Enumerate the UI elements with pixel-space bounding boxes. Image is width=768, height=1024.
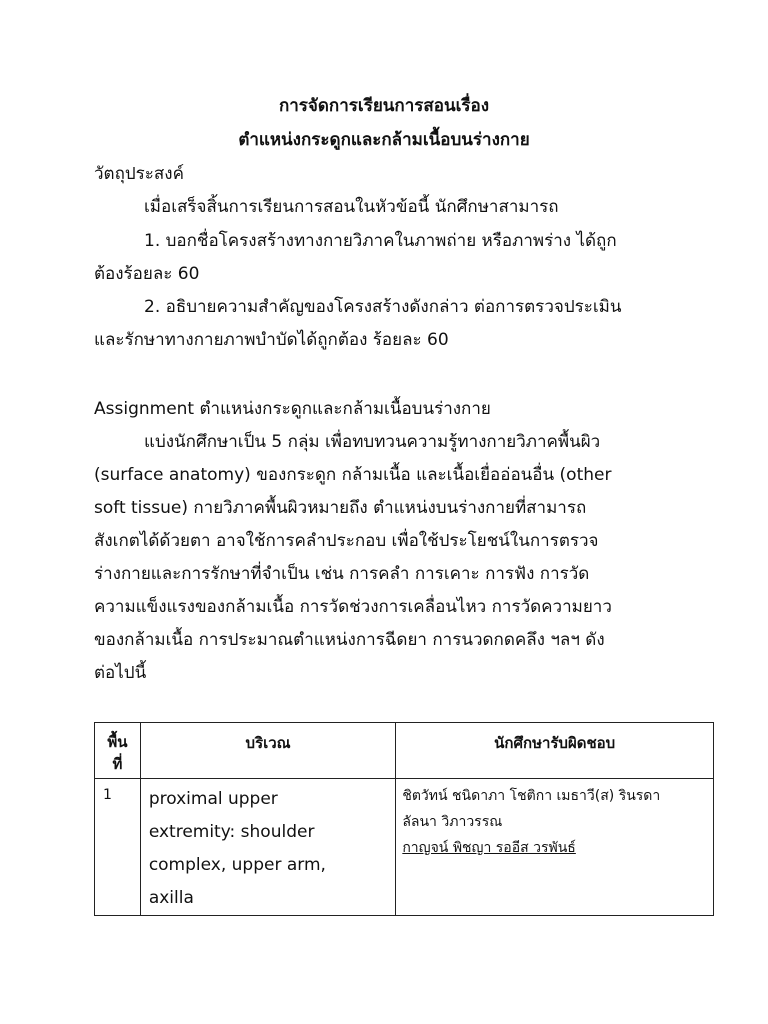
objective-1-line1: 1. บอกชื่อโครงสร้างทางกายวิภาคในภาพถ่าย หรือภาพร่าง ได้ถูก	[144, 231, 617, 251]
objective-2-line1: 2. อธิบายความสำคัญของโครงสร้างดังกล่าว ต่อการตรวจประเมิน	[144, 297, 622, 317]
row-area-number: 1	[95, 779, 141, 916]
students-line: ชิตวัทน์ ชนิดาภา โชติกา เมธาวี(ส) รินรดา	[402, 788, 661, 804]
students-line-underlined: กาญจน์ พิชญา รออีส วรพันธ์	[402, 840, 576, 856]
assignment-line: soft tissue) กายวิภาคพื้นผิวหมายถึง ตำแหน่งบนร่างกายที่สามารถ	[94, 498, 587, 518]
assignment-line: ต่อไปนี้	[94, 663, 147, 683]
region-line: complex, upper arm,	[148, 855, 326, 875]
header-responsible-students: นักศึกษารับผิดชอบ	[396, 723, 714, 779]
table-header-row	[95, 723, 714, 779]
assignment-line: (surface anatomy) ของกระดูก กล้ามเนื้อ และเนื้อเยื่ออ่อนอื่น (other	[94, 465, 612, 485]
row-students	[396, 779, 714, 916]
header-region: บริเวณ	[140, 723, 396, 779]
page-title-line1: การจัดการเรียนการสอนเรื่อง	[278, 96, 490, 116]
region-line: axilla	[148, 888, 194, 908]
region-line: extremity: shoulder	[148, 822, 315, 842]
header-area-number	[95, 723, 141, 779]
objective-1-line2: ต้องร้อยละ 60	[94, 264, 200, 284]
assignment-table	[94, 722, 714, 916]
row-region	[140, 779, 396, 916]
header-area-number-line1: พื้น	[107, 733, 128, 751]
header-area-number-line2: ที่	[112, 755, 123, 773]
assignment-line: แบ่งนักศึกษาเป็น 5 กลุ่ม เพื่อทบทวนความรู้ทางกายวิภาคพื้นผิว	[144, 432, 601, 452]
assignment-line: ของกล้ามเนื้อ การประมาณตำแหน่งการฉีดยา การนวดกดคลึง ฯลฯ ดัง	[94, 630, 605, 650]
region-line: proximal upper	[148, 789, 278, 809]
assignment-line: สังเกตได้ด้วยตา อาจใช้การคลำประกอบ เพื่อใช้ประโยชน์ในการตรวจ	[94, 531, 599, 551]
students-line: ลัลนา วิภาวรรณ	[402, 814, 503, 830]
assignment-heading: Assignment ตำแหน่งกระดูกและกล้ามเนื้อบนร่างกาย	[94, 399, 491, 419]
table-row	[95, 779, 714, 916]
objectives-heading: วัตถุประสงค์	[94, 164, 184, 184]
assignment-line: ร่างกายและการรักษาที่จำเป็น เช่น การคลำ การเคาะ การฟัง การวัด	[94, 564, 590, 584]
objective-2-line2: และรักษาทางกายภาพบำบัดได้ถูกต้อง ร้อยละ 60	[94, 330, 449, 350]
page-title-line2: ตำแหน่งกระดูกและกล้ามเนื้อบนร่างกาย	[238, 130, 530, 150]
assignment-line: ความแข็งแรงของกล้ามเนื้อ การวัดช่วงการเคลื่อนไหว การวัดความยาว	[94, 597, 612, 617]
objectives-intro: เมื่อเสร็จสิ้นการเรียนการสอนในหัวข้อนี้ นักศึกษาสามารถ	[144, 197, 559, 217]
